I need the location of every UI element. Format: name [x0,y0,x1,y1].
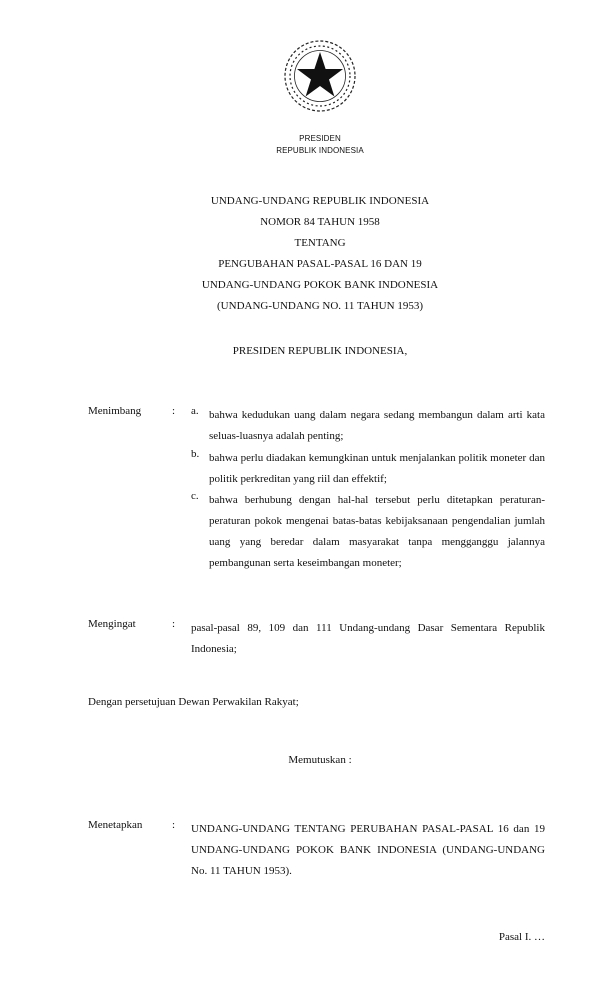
title-line: UNDANG-UNDANG POKOK BANK INDONESIA [201,279,439,291]
item-text: bahwa perlu diadakan kemungkinan untuk menjalankan politik moneter dan politik perkreditan yang riil dan effektif; [209,452,545,485]
mengingat-text: pasal-pasal 89, 109 dan 111 Undang-undang Dasar Sementara Republik Indonesia; [191,622,545,655]
letterhead [0,133,612,157]
item-letter: c. [191,490,199,502]
mengingat-label: Mengingat [88,618,136,630]
menimbang-item [191,490,545,574]
title-line: TENTANG [294,237,346,249]
document-title [0,191,612,317]
menimbang-label: Menimbang [88,405,142,417]
title-line: UNDANG-UNDANG REPUBLIK INDONESIA [210,195,430,207]
mengingat-colon: : [172,618,176,630]
menetapkan-text: UNDANG-UNDANG TENTANG PERUBAHAN PASAL-PASAL 16 dan 19 UNDANG-UNDANG POKOK BANK INDONESIA (UNDANG-UNDANG No. 11 TAHUN 1953). [191,823,545,877]
letterhead-line1: PRESIDEN [299,134,341,143]
item-letter: a. [191,405,199,417]
menetapkan-colon: : [172,819,176,831]
menimbang-item [191,448,545,490]
item-text: bahwa berhubung dengan hal-hal tersebut perlu ditetapkan peraturan-peraturan pokok mengenai batas-batas kebijaksanaan pengendalian jumlah uang yang beredar dalam masyarakat tanpa mengganggu jalannya pembangunan serta keseimbangan moneter; [209,494,545,569]
title-line: PENGUBAHAN PASAL-PASAL 16 DAN 19 [218,258,422,270]
menimbang-item [191,405,545,447]
persetujuan-text: Dengan persetujuan Dewan Perwakilan Rakyat; [88,696,299,708]
memutuskan-heading: Memutuskan : [288,754,352,766]
title-line: NOMOR 84 TAHUN 1958 [260,216,380,228]
garuda-emblem-icon [282,38,358,114]
item-letter: b. [191,448,200,460]
title-line: (UNDANG-UNDANG NO. 11 TAHUN 1953) [217,300,423,312]
letterhead-line2: REPUBLIK INDONESIA [276,146,364,155]
next-page-catchword: Pasal I. … [498,931,545,943]
president-heading: PRESIDEN REPUBLIK INDONESIA, [232,345,408,357]
menetapkan-label: Menetapkan [88,819,143,831]
menimbang-colon: : [172,405,176,417]
item-text: bahwa kedudukan uang dalam negara sedang membangun dalam arti kata seluas-luasnya adalah penting; [209,409,545,442]
